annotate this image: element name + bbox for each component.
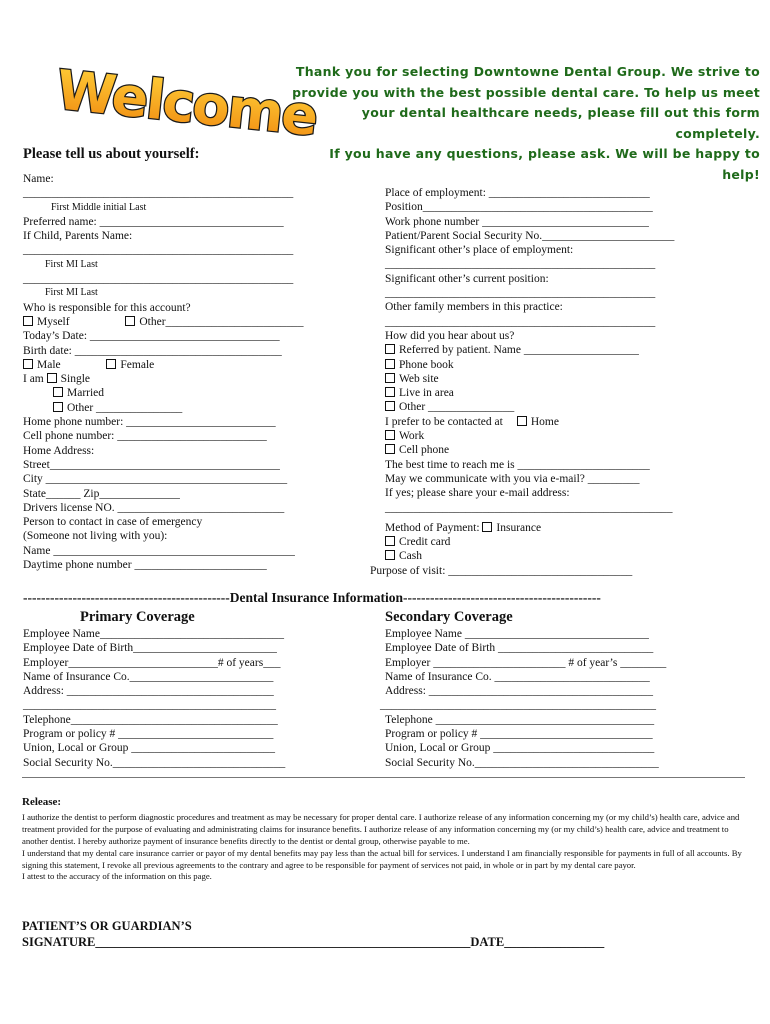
primary-field: Employer__________________________# of years___ [23, 656, 281, 669]
secondary-field: Union, Local or Group ____________________________ [385, 742, 655, 755]
secondary-field: ________________________________________________ [380, 699, 656, 712]
welcome-logo [50, 58, 320, 151]
home-phone-field[interactable]: Home phone number: __________________________ [23, 416, 276, 429]
secondary-field: Employee Date of Birth ___________________________ [385, 642, 654, 655]
section-heading: Please tell us about yourself: [23, 146, 200, 162]
family-members-field[interactable]: _______________________________________________ [385, 315, 656, 328]
position-field[interactable]: Position________________________________________ [385, 201, 653, 214]
name-label: Name: [23, 173, 54, 185]
referred-checkbox[interactable] [385, 344, 395, 354]
preferred-name-field[interactable]: Preferred name: ________________________________ [23, 215, 284, 228]
male-checkbox[interactable] [23, 359, 33, 369]
secondary-field: Telephone ______________________________________ [385, 713, 655, 726]
secondary-field: Employee Name ________________________________ [385, 628, 649, 640]
secondary-field: Social Security No.________________________________ [385, 756, 659, 769]
primary-field: Address: ____________________________________ [23, 685, 274, 698]
myself-checkbox[interactable] [23, 316, 33, 326]
drivers-license-field[interactable]: Drivers license NO. _____________________________ [23, 501, 285, 514]
welcome-logo-text: Welcome [53, 58, 320, 149]
intro-text: Thank you for selecting Downtowne Dental Group. We strive to provide you with the best possible dental care. To help us meet your dental healthcare needs, please fill out this form completely. If you have any questions, please ask. We will be happy to help! [292, 64, 760, 182]
cell-phone-field[interactable]: Cell phone number: __________________________ [23, 430, 267, 443]
email-consent-field[interactable]: May we communicate with you via e-mail? _________ [385, 472, 640, 485]
secondary-field: Address: _______________________________________ [385, 685, 654, 698]
primary-coverage-title: Primary Coverage [80, 609, 195, 625]
daytime-phone-field[interactable]: Daytime phone number _______________________ [23, 559, 267, 572]
secondary-field: Program or policy # ______________________________ [385, 728, 653, 741]
cash-checkbox[interactable] [385, 550, 395, 560]
insurance-header: ----------------------------------------------Dental Insurance Information-------------------------------------------- [23, 590, 601, 605]
credit-card-checkbox[interactable] [385, 536, 395, 546]
secondary-field: Name of Insurance Co. ___________________________ [385, 670, 650, 683]
emergency-name-field[interactable]: Name __________________________________________ [23, 544, 295, 557]
employment-field[interactable]: Place of employment: ____________________________ [385, 187, 650, 199]
sig-other-position-field[interactable]: _______________________________________________ [385, 287, 656, 300]
primary-field: Telephone____________________________________ [23, 713, 278, 726]
other-source-checkbox[interactable] [385, 401, 395, 411]
contact-work-checkbox[interactable] [385, 430, 395, 440]
contact-cell-checkbox[interactable] [385, 444, 395, 454]
contact-home-checkbox[interactable] [517, 416, 527, 426]
primary-field: Employee Name________________________________ [23, 628, 284, 640]
female-checkbox[interactable] [106, 359, 116, 369]
best-time-field[interactable]: The best time to reach me is _______________________ [385, 458, 650, 471]
secondary-coverage-fields[interactable] [380, 627, 667, 770]
other-status-checkbox[interactable] [53, 402, 63, 412]
live-in-area-checkbox[interactable] [385, 387, 395, 397]
parent-name-field-2[interactable]: _______________________________________________ [23, 273, 294, 286]
primary-field: Name of Insurance Co._________________________ [23, 670, 274, 683]
state-zip-field[interactable]: State______ Zip______________ [23, 487, 180, 500]
web-site-checkbox[interactable] [385, 373, 395, 383]
ssn-field[interactable]: Patient/Parent Social Security No._______________________ [385, 229, 675, 242]
single-checkbox[interactable] [47, 373, 57, 383]
insurance-checkbox[interactable] [482, 522, 492, 532]
email-field[interactable]: __________________________________________________ [385, 501, 673, 514]
street-field[interactable]: Street________________________________________ [23, 458, 280, 471]
purpose-field[interactable]: Purpose of visit: ________________________________ [370, 564, 633, 577]
sig-other-place-field[interactable]: _______________________________________________ [385, 258, 656, 271]
secondary-coverage-title: Secondary Coverage [385, 609, 513, 625]
married-checkbox[interactable] [53, 387, 63, 397]
signature-date-field: SIGNATURE____________________________________________________________DATE________________ [22, 935, 605, 949]
phone-book-checkbox[interactable] [385, 359, 395, 369]
primary-field: ____________________________________________ [23, 699, 276, 712]
patient-info-left: Name: _______________________________________________ First Middle initial Last Preferred name: ________________________________ If Child, Parents Name: _______________________________________________ First MI Last _______________________________________________ First MI Last Who is responsible for this account? Myself Other________________________ Today’s Date: _________________________________ Birth date: ____________________________________ Male Female I am Single Married Other _______________ Home phone number: __________________________ Cell phone number: __________________________ Home Address: Street________________________________________ City __________________________________________ State______ Zip______________ Drivers license NO. _____________________________ Person to contact in case of emergency (Someone not living with you): Name __________________________________________ Daytime phone number _______________________ [23, 173, 304, 572]
secondary-field: Employer _______________________ # of year’s ________ [385, 656, 667, 669]
name-field[interactable]: _______________________________________________ [23, 187, 294, 200]
primary-field: Social Security No.______________________________ [23, 756, 286, 769]
city-field[interactable]: City __________________________________________ [23, 473, 288, 486]
primary-field: Union, Local or Group _________________________ [23, 742, 276, 755]
signature-section[interactable]: PATIENT’S OR GUARDIAN’S SIGNATURE____________________________________________________________DATE________________ [22, 919, 605, 949]
other-checkbox[interactable] [125, 316, 135, 326]
primary-field: Program or policy # ___________________________ [23, 728, 274, 741]
divider [22, 777, 745, 778]
primary-coverage-fields[interactable] [23, 627, 285, 770]
parent-name-field[interactable]: _______________________________________________ [23, 244, 294, 257]
birth-date-field[interactable]: Birth date: ____________________________________ [23, 344, 282, 357]
primary-field: Employee Date of Birth_________________________ [23, 642, 277, 655]
release-title: Release: [22, 796, 62, 808]
work-phone-field[interactable]: Work phone number _____________________________ [385, 215, 649, 228]
todays-date-field[interactable]: Today’s Date: _________________________________ [23, 330, 280, 343]
patient-info-right: Place of employment: ____________________________ Position________________________________________ Work phone number _____________________________ Patient/Parent Social Security No._______________________ Significant other’s place of employment: _______________________________________________ Significant other’s current position: _______________________________________________ Other family members in this practice: _______________________________________________ How did you hear about us? Referred by patient. Name ____________________ Phone book Web site Live in area Other _______________ I prefer to be contacted at Home Work Cell phone The best time to reach me is _______________________ May we communicate with you via e-mail? _________ If yes; please share your e-mail address: __________________________________________________ Method of Payment: Insurance Credit card Cash Purpose of visit: ________________________________ [370, 187, 675, 577]
release-section: Release: I authorize the dentist to perform diagnostic procedures and treatment as may be necessary for proper dental care. I authorize release of any information concerning my (or my child’s) health care, advice and treatment provided for the purpose of evaluating and administrating claims for insurance benefits. I authorize release of any information concerning my (or my child’s) health care, advice and treatment to another dentist. I hereby authorize payment of insurance benefits directly to the dentist or dental group, otherwise payable to me. I understand that my dental care insurance carrier or payor of my dental benefits may pay less than the actual bill for services. I understand I am financially responsible for payments in full of all accounts. By signing this statement, I revoke all previous agreements to the contrary and agree to be responsible for payment of services not paid, in whole or in part by my dental care payor. I attest to the accuracy of the information on this page. [22, 796, 742, 882]
